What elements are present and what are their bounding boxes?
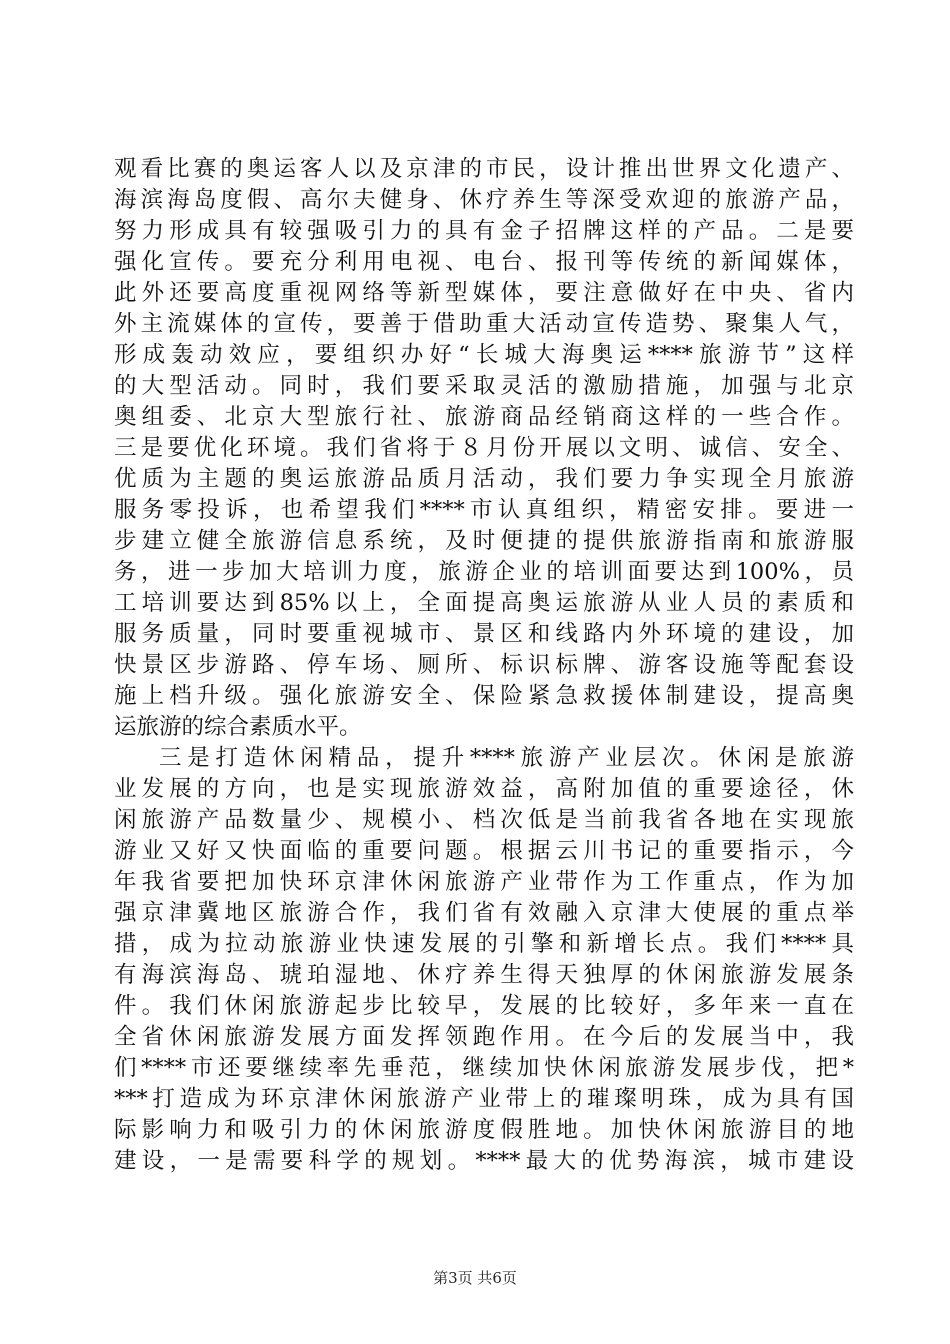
text-line: 年我省要把加快环京津休闲旅游产业带作为工作重点，作为加	[114, 869, 854, 895]
text-line: 快景区步游路、停车场、厕所、标识标牌、游客设施等配套设	[114, 652, 854, 678]
text-line: 观看比赛的奥运客人以及京津的市民，设计推出世界文化遗产、	[114, 156, 854, 182]
text-line: 努力形成具有较强吸引力的具有金子招牌这样的产品。二是要	[114, 218, 854, 244]
text-line: 工培训要达到85%以上，全面提高奥运旅游从业人员的素质和	[114, 590, 854, 616]
text-line: 的大型活动。同时，我们要采取灵活的激励措施，加强与北京	[114, 373, 854, 399]
text-line: 强京津冀地区旅游合作，我们省有效融入京津大使展的重点举	[114, 900, 854, 926]
text-line: 游业又好又快面临的重要问题。根据云川书记的重要指示，今	[114, 838, 854, 864]
text-line: 措，成为拉动旅游业快速发展的引擎和新增长点。我们****具	[114, 931, 854, 957]
paragraph	[114, 154, 854, 743]
text-line: 运旅游的综合素质水平。	[114, 714, 362, 740]
text-line: 建设，一是需要科学的规划。****最大的优势海滨，城市建设	[114, 1148, 854, 1174]
text-line: 此外还要高度重视网络等新型媒体，要注意做好在中央、省内	[114, 280, 854, 306]
text-line: 有海滨海岛、琥珀湿地、休疗养生得天独厚的休闲旅游发展条	[114, 962, 854, 988]
text-line: 优质为主题的奥运旅游品质月活动，我们要力争实现全月旅游	[114, 466, 854, 492]
text-line: 强化宣传。要充分利用电视、电台、报刊等传统的新闻媒体，	[114, 249, 854, 275]
text-line: 外主流媒体的宣传，要善于借助重大活动宣传造势、聚集人气，	[114, 311, 854, 337]
text-line: 三是要优化环境。我们省将于８月份开展以文明、诚信、安全、	[114, 435, 854, 461]
text-line: 业发展的方向，也是实现旅游效益，高附加值的重要途径，休	[114, 776, 854, 802]
text-line: 施上档升级。强化旅游安全、保险紧急救援体制建设，提高奥	[114, 683, 854, 709]
text-line: 全省休闲旅游发展方面发挥领跑作用。在今后的发展当中，我	[114, 1024, 854, 1050]
text-line: 步建立健全旅游信息系统，及时便捷的提供旅游指南和旅游服	[114, 528, 854, 554]
text-line: 服务零投诉，也希望我们****市认真组织，精密安排。要进一	[114, 497, 854, 523]
text-line: 奥组委、北京大型旅行社、旅游商品经销商这样的一些合作。	[114, 404, 854, 430]
paragraph	[114, 743, 854, 1177]
text-line: 服务质量，同时要重视城市、景区和线路内外环境的建设，加	[114, 621, 854, 647]
text-line: 海滨海岛度假、高尔夫健身、休疗养生等深受欢迎的旅游产品，	[114, 187, 854, 213]
body-text	[114, 154, 854, 1177]
text-line: ***打造成为环京津休闲旅游产业带上的璀璨明珠，成为具有国	[114, 1086, 854, 1112]
text-line: 闲旅游产品数量少、规模小、档次低是当前我省各地在实现旅	[114, 807, 854, 833]
text-line: 际影响力和吸引力的休闲旅游度假胜地。加快休闲旅游目的地	[114, 1117, 854, 1143]
text-line: 形成轰动效应，要组织办好“长城大海奥运****旅游节”这样	[114, 342, 854, 368]
text-line: 们****市还要继续率先垂范，继续加快休闲旅游发展步伐，把*	[114, 1055, 854, 1081]
text-line: 三是打造休闲精品，提升****旅游产业层次。休闲是旅游	[159, 745, 854, 771]
text-line: 件。我们休闲旅游起步比较早，发展的比较好，多年来一直在	[114, 993, 854, 1019]
page-footer: 第3页 共6页	[433, 1269, 517, 1287]
text-line: 务，进一步加大培训力度，旅游企业的培训面要达到100%，员	[114, 559, 854, 585]
